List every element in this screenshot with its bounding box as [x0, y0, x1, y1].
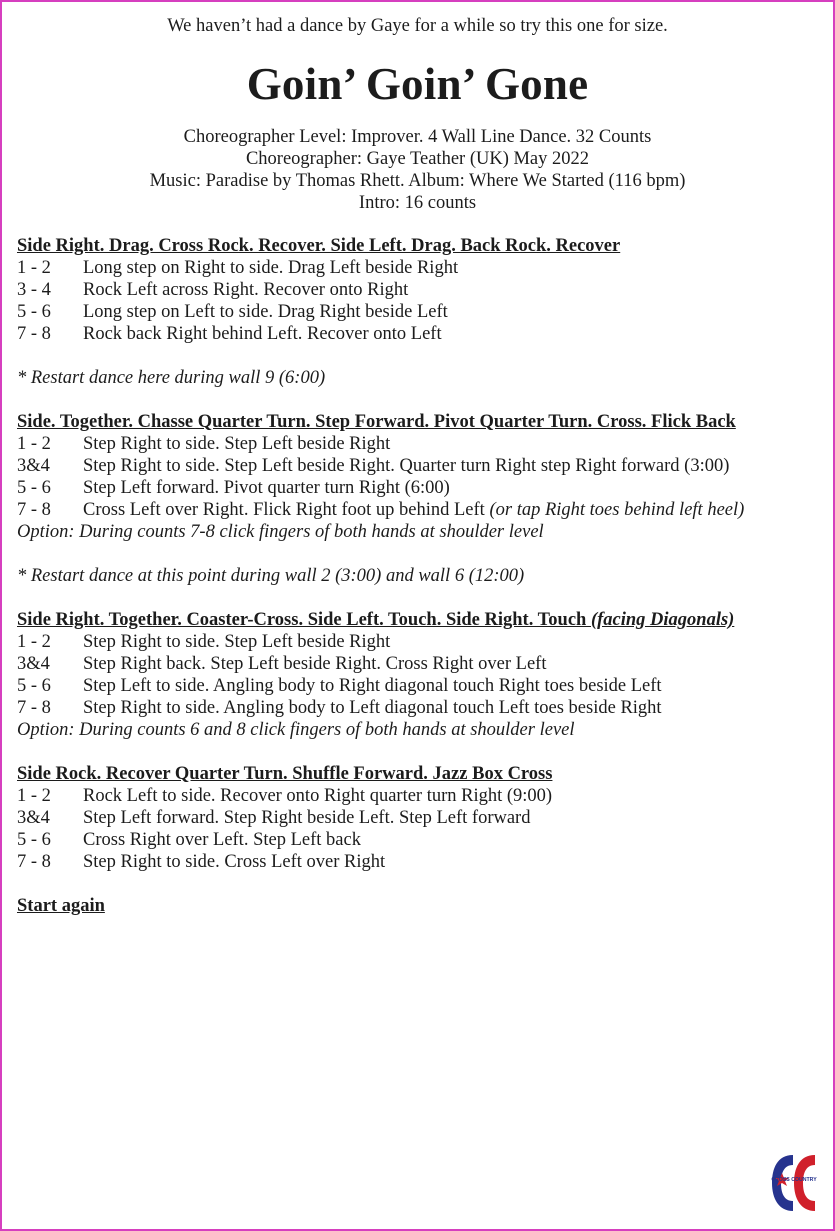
- logo-text: CROSS COUNTRY: [771, 1177, 817, 1183]
- step-count: 1 - 2: [17, 258, 51, 278]
- step-row: [17, 499, 822, 521]
- step-row: [17, 433, 822, 455]
- step-count: 3&4: [17, 456, 50, 476]
- step-count: 3 - 4: [17, 280, 51, 300]
- step-row: [17, 851, 822, 873]
- step-text: Step Left to side. Angling body to Right diagonal touch Right toes beside Left: [83, 676, 662, 696]
- step-row: [17, 807, 822, 829]
- section-heading: Side. Together. Chasse Quarter Turn. Step Forward. Pivot Quarter Turn. Cross. Flick Back: [17, 412, 736, 432]
- info-music: Music: Paradise by Thomas Rhett. Album: Where We Started (116 bpm): [149, 171, 686, 191]
- dance-info: [2, 126, 833, 214]
- intro-line: We haven’t had a dance by Gaye for a while so try this one for size.: [167, 16, 668, 36]
- step-text: Step Left forward. Pivot quarter turn Right (6:00): [83, 478, 450, 498]
- step-count: 5 - 6: [17, 676, 51, 696]
- step-count: 7 - 8: [17, 324, 51, 344]
- step-text: Long step on Right to side. Drag Left beside Right: [83, 258, 459, 278]
- info-intro: Intro: 16 counts: [358, 193, 477, 213]
- step-sheet: [17, 235, 822, 917]
- step-text: Rock Left to side. Recover onto Right quarter turn Right (9:00): [83, 786, 553, 806]
- section-heading: [17, 609, 822, 631]
- step-row: [17, 697, 822, 719]
- step-count: 7 - 8: [17, 852, 51, 872]
- step-row: [17, 675, 822, 697]
- cross-country-logo-icon: [769, 1151, 819, 1215]
- info-level: Choreographer Level: Improver. 4 Wall Line Dance. 32 Counts: [183, 127, 652, 147]
- step-row: [17, 829, 822, 851]
- step-text: Long step on Left to side. Drag Right beside Left: [83, 302, 448, 322]
- step-row: [17, 455, 822, 477]
- step-text: Rock back Right behind Left. Recover onto Left: [83, 324, 442, 344]
- dance-title: Goin’ Goin’ Gone: [246, 59, 589, 109]
- step-row: [17, 477, 822, 499]
- step-alternative: (or tap Right toes behind left heel): [489, 500, 745, 520]
- step-count: 5 - 6: [17, 302, 51, 322]
- step-row: [17, 631, 822, 653]
- step-text: Step Right back. Step Left beside Right. Cross Right over Left: [83, 654, 547, 674]
- step-count: 3&4: [17, 808, 50, 828]
- option-note: Option: During counts 7-8 click fingers of both hands at shoulder level: [17, 522, 544, 542]
- step-text: Step Right to side. Step Left beside Right. Quarter turn Right step Right forward (3:00): [83, 456, 730, 476]
- step-row: [17, 785, 822, 807]
- step-count: 1 - 2: [17, 434, 51, 454]
- step-count: 1 - 2: [17, 786, 51, 806]
- start-again-label: Start again: [17, 896, 105, 916]
- step-row: [17, 323, 822, 345]
- section-heading-sub: (facing Diagonals): [590, 610, 735, 630]
- step-row: [17, 257, 822, 279]
- option-note: Option: During counts 6 and 8 click fingers of both hands at shoulder level: [17, 720, 575, 740]
- step-count: 3&4: [17, 654, 50, 674]
- step-row: [17, 301, 822, 323]
- section-heading-text: Side Right. Together. Coaster-Cross. Side Left. Touch. Side Right. Touch: [17, 610, 591, 630]
- step-row: [17, 279, 822, 301]
- step-count: 7 - 8: [17, 500, 51, 520]
- step-count: 1 - 2: [17, 632, 51, 652]
- step-text: Step Left forward. Step Right beside Left. Step Left forward: [83, 808, 531, 828]
- step-text: Step Right to side. Step Left beside Right: [83, 632, 391, 652]
- section-heading: Side Rock. Recover Quarter Turn. Shuffle Forward. Jazz Box Cross: [17, 764, 553, 784]
- step-text: Rock Left across Right. Recover onto Right: [83, 280, 409, 300]
- section-heading: Side Right. Drag. Cross Rock. Recover. Side Left. Drag. Back Rock. Recover: [17, 236, 621, 256]
- step-count: 5 - 6: [17, 478, 51, 498]
- step-count: 5 - 6: [17, 830, 51, 850]
- step-text: Cross Left over Right. Flick Right foot up behind Left: [83, 500, 490, 520]
- step-text: Step Right to side. Cross Left over Right: [83, 852, 386, 872]
- step-text: Step Right to side. Step Left beside Right: [83, 434, 391, 454]
- step-row: [17, 653, 822, 675]
- step-text: Step Right to side. Angling body to Left diagonal touch Left toes beside Right: [83, 698, 662, 718]
- step-text: Cross Right over Left. Step Left back: [83, 830, 361, 850]
- info-choreographer: Choreographer: Gaye Teather (UK) May 2022: [245, 149, 590, 169]
- restart-note: * Restart dance at this point during wall 2 (3:00) and wall 6 (12:00): [17, 566, 525, 586]
- restart-note: * Restart dance here during wall 9 (6:00): [17, 368, 326, 388]
- step-count: 7 - 8: [17, 698, 51, 718]
